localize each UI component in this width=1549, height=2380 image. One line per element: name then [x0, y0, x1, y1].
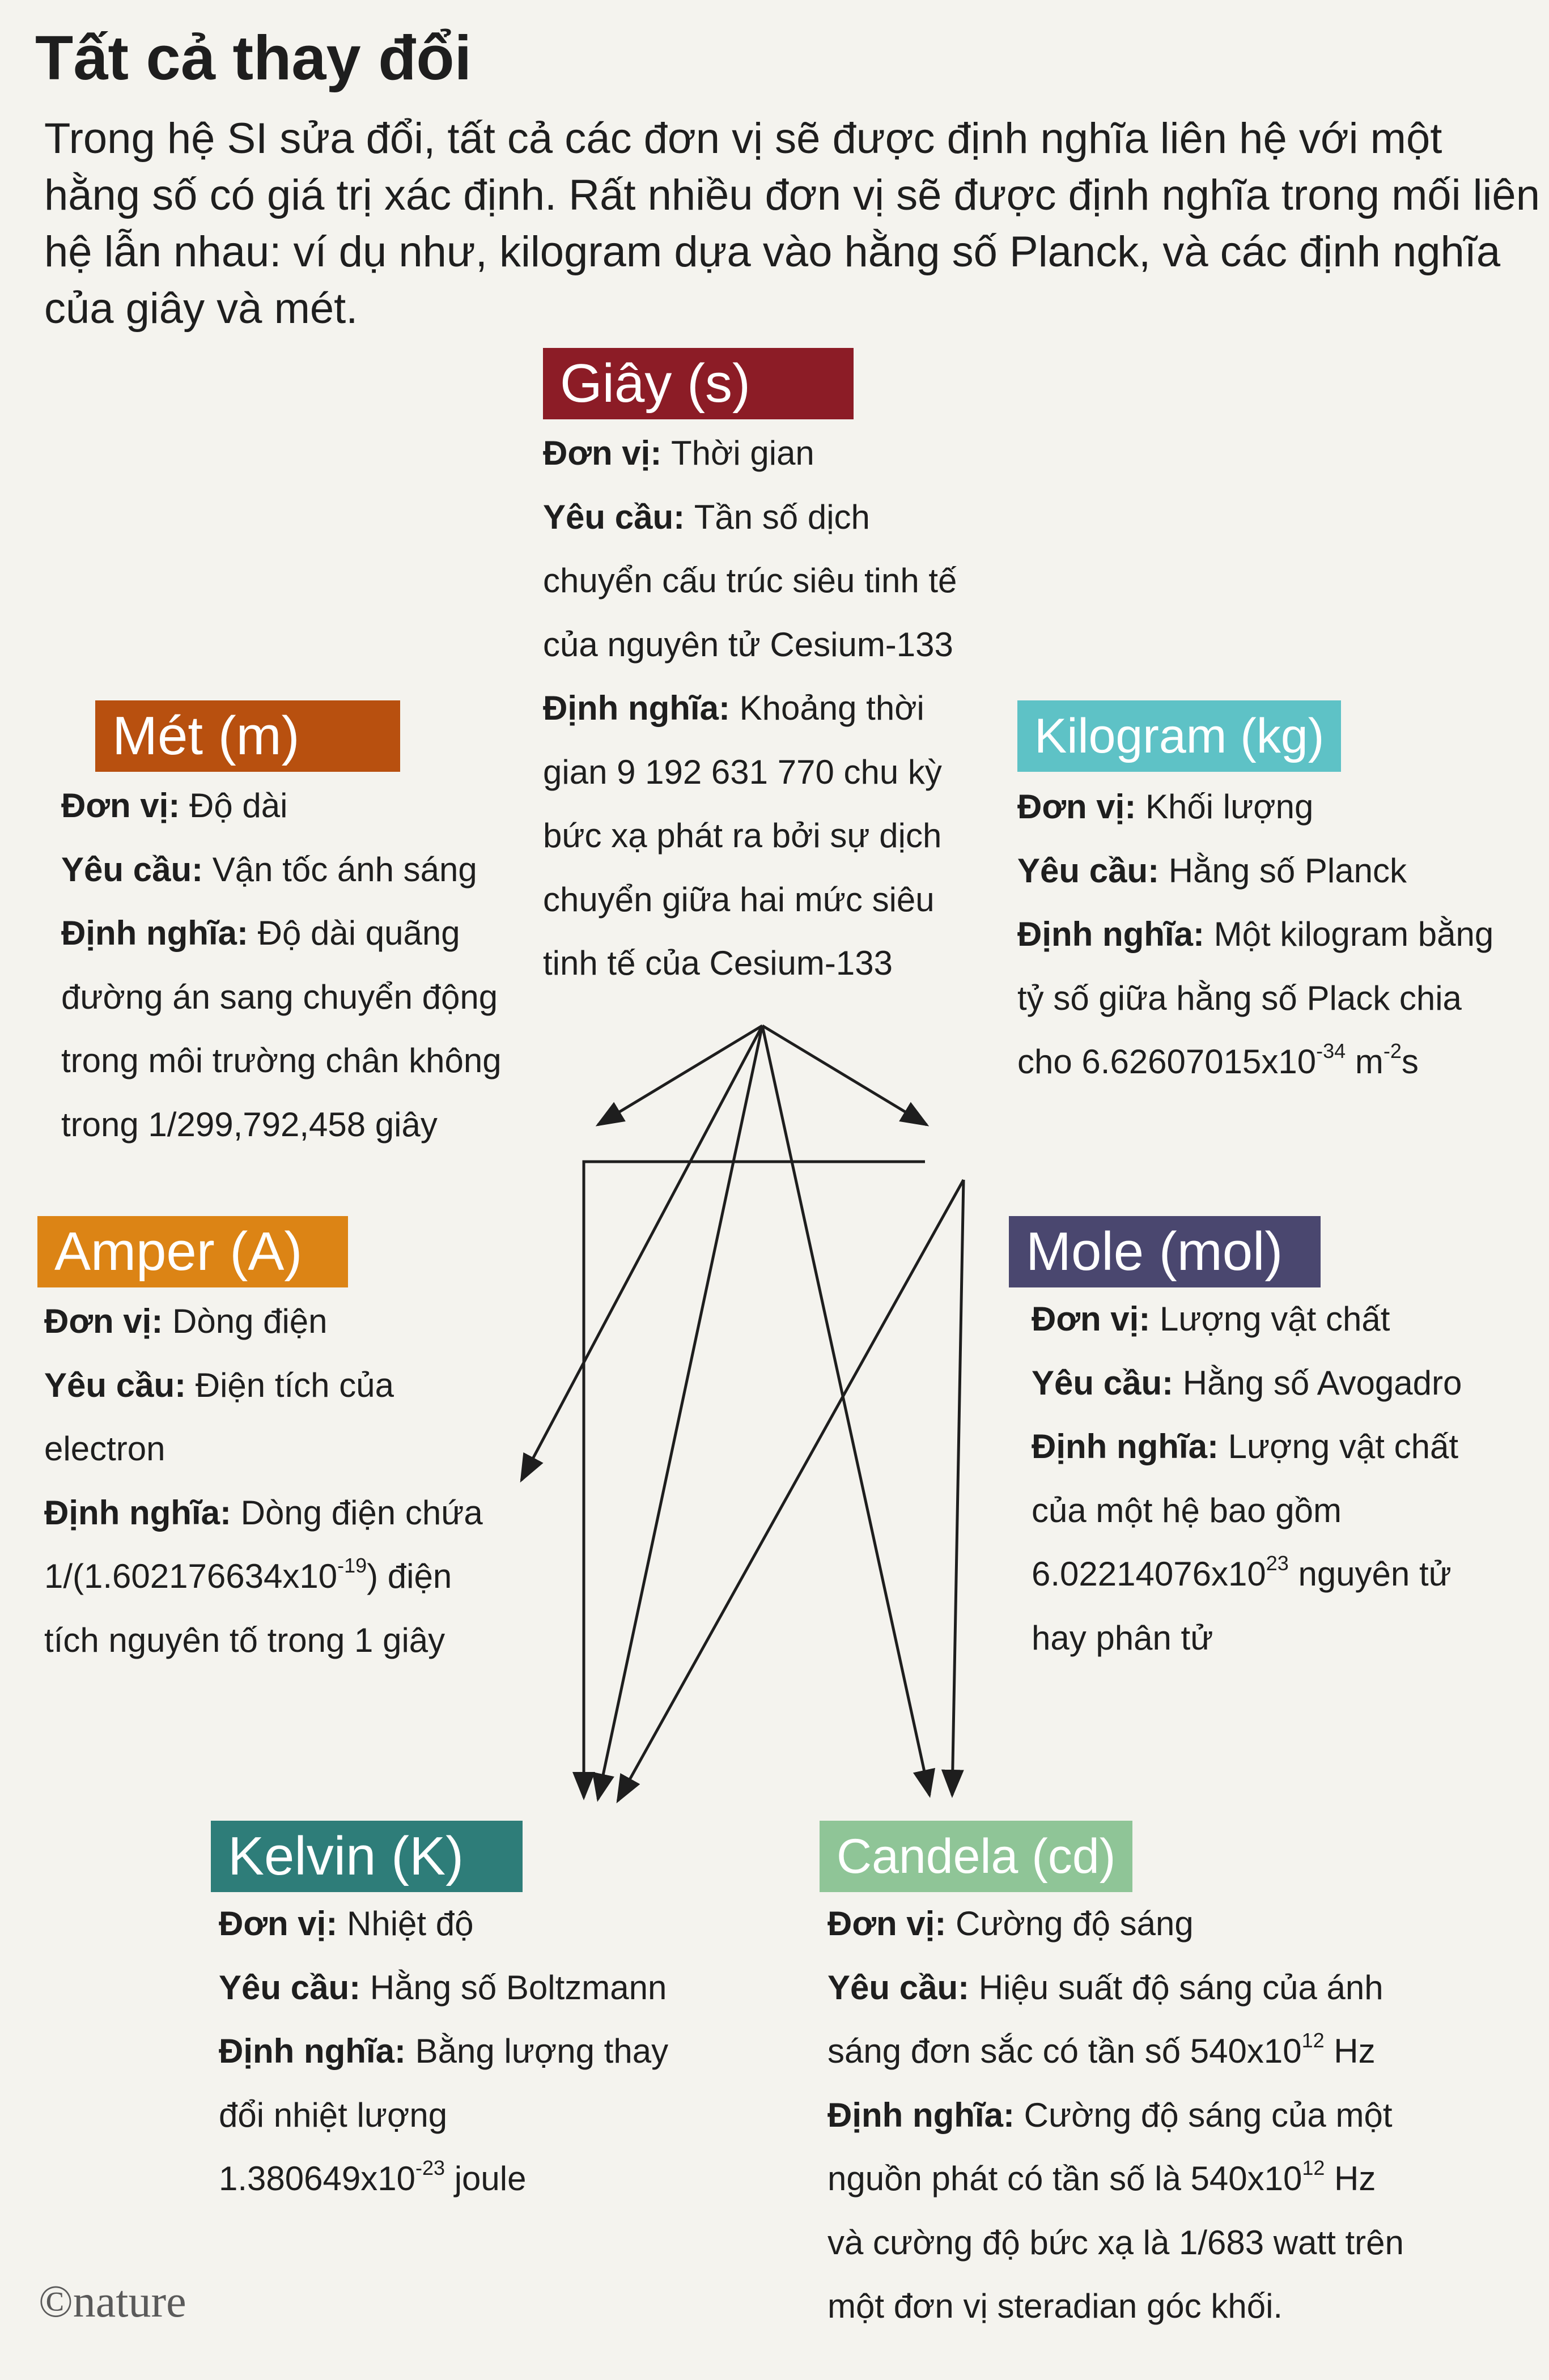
candela-requires-part: Hz	[1324, 2032, 1376, 2070]
unit-card-second	[543, 348, 957, 996]
metre-requires-value: Vận tốc ánh sáng	[212, 850, 477, 889]
candela-requires-value: Hiệu suất độ sáng của ánh	[978, 1968, 1384, 2007]
ampere-definition-cont: tích nguyên tố trong 1 giây	[44, 1621, 445, 1659]
candela-unit-label: Đơn vị:	[827, 1905, 947, 1943]
mole-unit-line	[1032, 1287, 1462, 1352]
second-requires-line	[543, 486, 957, 550]
candela-definition-cont	[827, 2147, 1404, 2211]
candela-requires-cont	[827, 2020, 1404, 2084]
kilogram-exponent: -34	[1316, 1039, 1346, 1062]
kilogram-unit-value: Khối lượng	[1145, 788, 1314, 826]
kelvin-definition-value: Bằng lượng thay	[415, 2032, 669, 2070]
kilogram-definition-part: cho 6.62607015x10	[1017, 1043, 1317, 1081]
ampere-unit-label: Đơn vị:	[44, 1302, 163, 1340]
unit-tag-metre: Mét (m)	[95, 700, 400, 772]
second-unit-label: Đơn vị:	[543, 434, 662, 472]
arrow-second-to-kilogram	[762, 1026, 927, 1125]
mole-exponent: 23	[1266, 1552, 1289, 1575]
second-unit-value: Thời gian	[671, 434, 814, 472]
second-definition-cont: chuyển giữa hai mức siêu	[543, 880, 935, 919]
ampere-requires-cont: electron	[44, 1430, 165, 1468]
candela-unit-value: Cường độ sáng	[956, 1905, 1194, 1943]
kilogram-requires-value: Hằng số Planck	[1168, 851, 1407, 890]
candela-exponent: 12	[1301, 2029, 1325, 2052]
mole-definition-cont	[1032, 1542, 1462, 1606]
mole-definition-cont: của một hệ bao gồm	[1032, 1491, 1342, 1529]
arrow-metre-to-kelvin	[584, 1162, 925, 1797]
candela-definition-line	[827, 2084, 1404, 2148]
ampere-exponent: -19	[337, 1554, 367, 1577]
unit-tag-ampere: Amper (A)	[37, 1216, 348, 1287]
ampere-definition-label: Định nghĩa:	[44, 1493, 231, 1532]
metre-definition-value: Độ dài quãng	[257, 914, 460, 952]
second-unit-line	[543, 422, 957, 486]
candela-unit-line	[827, 1892, 1404, 1956]
arrow-second-to-kelvin	[598, 1026, 762, 1799]
nature-logo: ©nature	[39, 2277, 186, 2327]
kelvin-definition-part: 1.380649x10	[219, 2160, 415, 2198]
second-definition-cont: bức xạ phát ra bởi sự dịch	[543, 817, 942, 855]
metre-definition-cont: trong môi trường chân không	[61, 1042, 502, 1080]
mole-unit-value: Lượng vật chất	[1160, 1300, 1390, 1338]
ampere-definition-line	[44, 1481, 483, 1545]
kilogram-definition-part: m	[1346, 1043, 1384, 1081]
ampere-definition-value: Dòng điện chứa	[240, 1493, 483, 1532]
mole-definition-part: 6.02214076x10	[1032, 1555, 1266, 1593]
kelvin-definition-label: Định nghĩa:	[219, 2032, 406, 2070]
kelvin-unit-line	[219, 1892, 668, 1956]
unit-tag-mole: Mole (mol)	[1009, 1216, 1321, 1287]
ampere-unit-line	[44, 1290, 483, 1354]
ampere-definition-part: ) điện	[367, 1557, 452, 1595]
kilogram-exponent: -2	[1383, 1039, 1402, 1062]
mole-unit-label: Đơn vị:	[1032, 1300, 1151, 1338]
kilogram-unit-line	[1017, 775, 1493, 839]
candela-definition-label: Định nghĩa:	[827, 2096, 1015, 2134]
metre-unit-value: Độ dài	[189, 787, 288, 824]
unit-card-kilogram	[1017, 700, 1493, 1094]
metre-unit-line	[61, 774, 502, 838]
unit-tag-kelvin: Kelvin (K)	[211, 1821, 523, 1892]
ampere-definition-cont	[44, 1545, 483, 1609]
second-definition-cont: gian 9 192 631 770 chu kỳ	[543, 753, 942, 791]
metre-definition-label: Định nghĩa:	[61, 914, 248, 952]
second-definition-value: Khoảng thời	[739, 689, 924, 727]
second-requires-value: Tần số dịch	[694, 498, 870, 536]
kelvin-definition-line	[219, 2020, 668, 2084]
unit-card-kelvin	[211, 1821, 668, 2211]
second-requires-cont: của nguyên tử Cesium-133	[543, 625, 953, 664]
ampere-unit-value: Dòng điện	[172, 1302, 328, 1340]
unit-card-metre	[61, 700, 502, 1157]
ampere-requires-line	[44, 1354, 483, 1418]
kelvin-requires-value: Hằng số Boltzmann	[370, 1968, 667, 2007]
second-definition-line	[543, 677, 957, 741]
unit-tag-second: Giây (s)	[543, 348, 854, 419]
intro-paragraph: Trong hệ SI sửa đổi, tất cả các đơn vị sẽ được định nghĩa liên hệ với một hằng số có giá trị xác định. Rất nhiều đơn vị sẽ được định nghĩa trong mối liên hệ lẫn nhau: ví dụ như, kilogram dựa vào hằng số Planck, và các định nghĩa của giây và mét.	[44, 114, 1540, 333]
ampere-requires-label: Yêu cầu:	[44, 1366, 186, 1404]
kilogram-definition-part: s	[1401, 1043, 1419, 1081]
mole-requires-label: Yêu cầu:	[1032, 1363, 1174, 1402]
arrow-kilogram-to-candela	[952, 1180, 964, 1795]
kilogram-definition-label: Định nghĩa:	[1017, 915, 1204, 953]
metre-unit-label: Đơn vị:	[61, 787, 180, 824]
unit-card-ampere	[37, 1216, 483, 1672]
kelvin-requires-line	[219, 1956, 668, 2020]
kelvin-definition-part: joule	[445, 2160, 527, 2198]
ampere-definition-part: 1/(1.602176634x10	[44, 1557, 338, 1595]
kilogram-requires-label: Yêu cầu:	[1017, 851, 1160, 890]
mole-definition-part: nguyên tử	[1288, 1555, 1452, 1593]
kelvin-definition-cont	[219, 2147, 668, 2211]
candela-definition-value: Cường độ sáng của một	[1024, 2096, 1393, 2134]
metre-definition-cont: đường án sang chuyển động	[61, 978, 498, 1016]
candela-definition-part: nguồn phát có tần số là 540x10	[827, 2160, 1302, 2198]
kilogram-requires-line	[1017, 839, 1493, 903]
kelvin-unit-label: Đơn vị:	[219, 1905, 338, 1943]
mole-definition-line	[1032, 1415, 1462, 1479]
second-definition-label: Định nghĩa:	[543, 689, 730, 727]
mole-definition-cont: hay phân tử	[1032, 1618, 1213, 1657]
arrow-second-to-metre	[598, 1026, 762, 1125]
page-title: Tất cả thay đổi	[35, 23, 472, 93]
kelvin-exponent: -23	[415, 2156, 445, 2179]
kelvin-unit-value: Nhiệt độ	[347, 1905, 474, 1943]
candela-requires-part: sáng đơn sắc có tần số 540x10	[827, 2032, 1302, 2070]
kilogram-definition-line	[1017, 903, 1493, 967]
mole-requires-value: Hằng số Avogadro	[1182, 1363, 1462, 1402]
unit-tag-kilogram: Kilogram (kg)	[1017, 700, 1341, 772]
unit-card-mole	[1009, 1216, 1462, 1670]
mole-requires-line	[1032, 1352, 1462, 1416]
metre-requires-line	[61, 838, 502, 902]
arrow-second-to-candela	[762, 1026, 930, 1795]
candela-definition-cont: một đơn vị steradian góc khối.	[827, 2287, 1283, 2325]
arrow-second-to-ampere	[521, 1026, 762, 1480]
kilogram-definition-value: Một kilogram bằng	[1213, 915, 1494, 953]
candela-requires-label: Yêu cầu:	[827, 1968, 970, 2007]
candela-definition-part: Hz	[1325, 2160, 1376, 2198]
kelvin-definition-cont: đổi nhiệt lượng	[219, 2096, 448, 2134]
unit-tag-candela: Candela (cd)	[820, 1821, 1132, 1892]
mole-definition-label: Định nghĩa:	[1032, 1427, 1219, 1465]
metre-definition-line	[61, 902, 502, 966]
metre-requires-label: Yêu cầu:	[61, 850, 203, 889]
mole-definition-value: Lượng vật chất	[1228, 1427, 1459, 1465]
candela-requires-line	[827, 1956, 1404, 2020]
second-definition-cont: tinh tế của Cesium-133	[543, 944, 893, 982]
unit-card-candela	[820, 1821, 1404, 2339]
ampere-requires-value: Điện tích của	[195, 1366, 394, 1404]
candela-exponent: 12	[1302, 2156, 1325, 2179]
second-requires-label: Yêu cầu:	[543, 498, 685, 536]
kilogram-unit-label: Đơn vị:	[1017, 788, 1136, 826]
kelvin-requires-label: Yêu cầu:	[219, 1968, 361, 2007]
metre-definition-cont: trong 1/299,792,458 giây	[61, 1105, 438, 1144]
kilogram-definition-cont: tỷ số giữa hằng số Plack chia	[1017, 979, 1462, 1017]
second-requires-cont: chuyển cấu trúc siêu tinh tế	[543, 562, 957, 600]
candela-definition-cont: và cường độ bức xạ là 1/683 watt trên	[827, 2223, 1404, 2262]
kilogram-definition-cont	[1017, 1030, 1493, 1094]
